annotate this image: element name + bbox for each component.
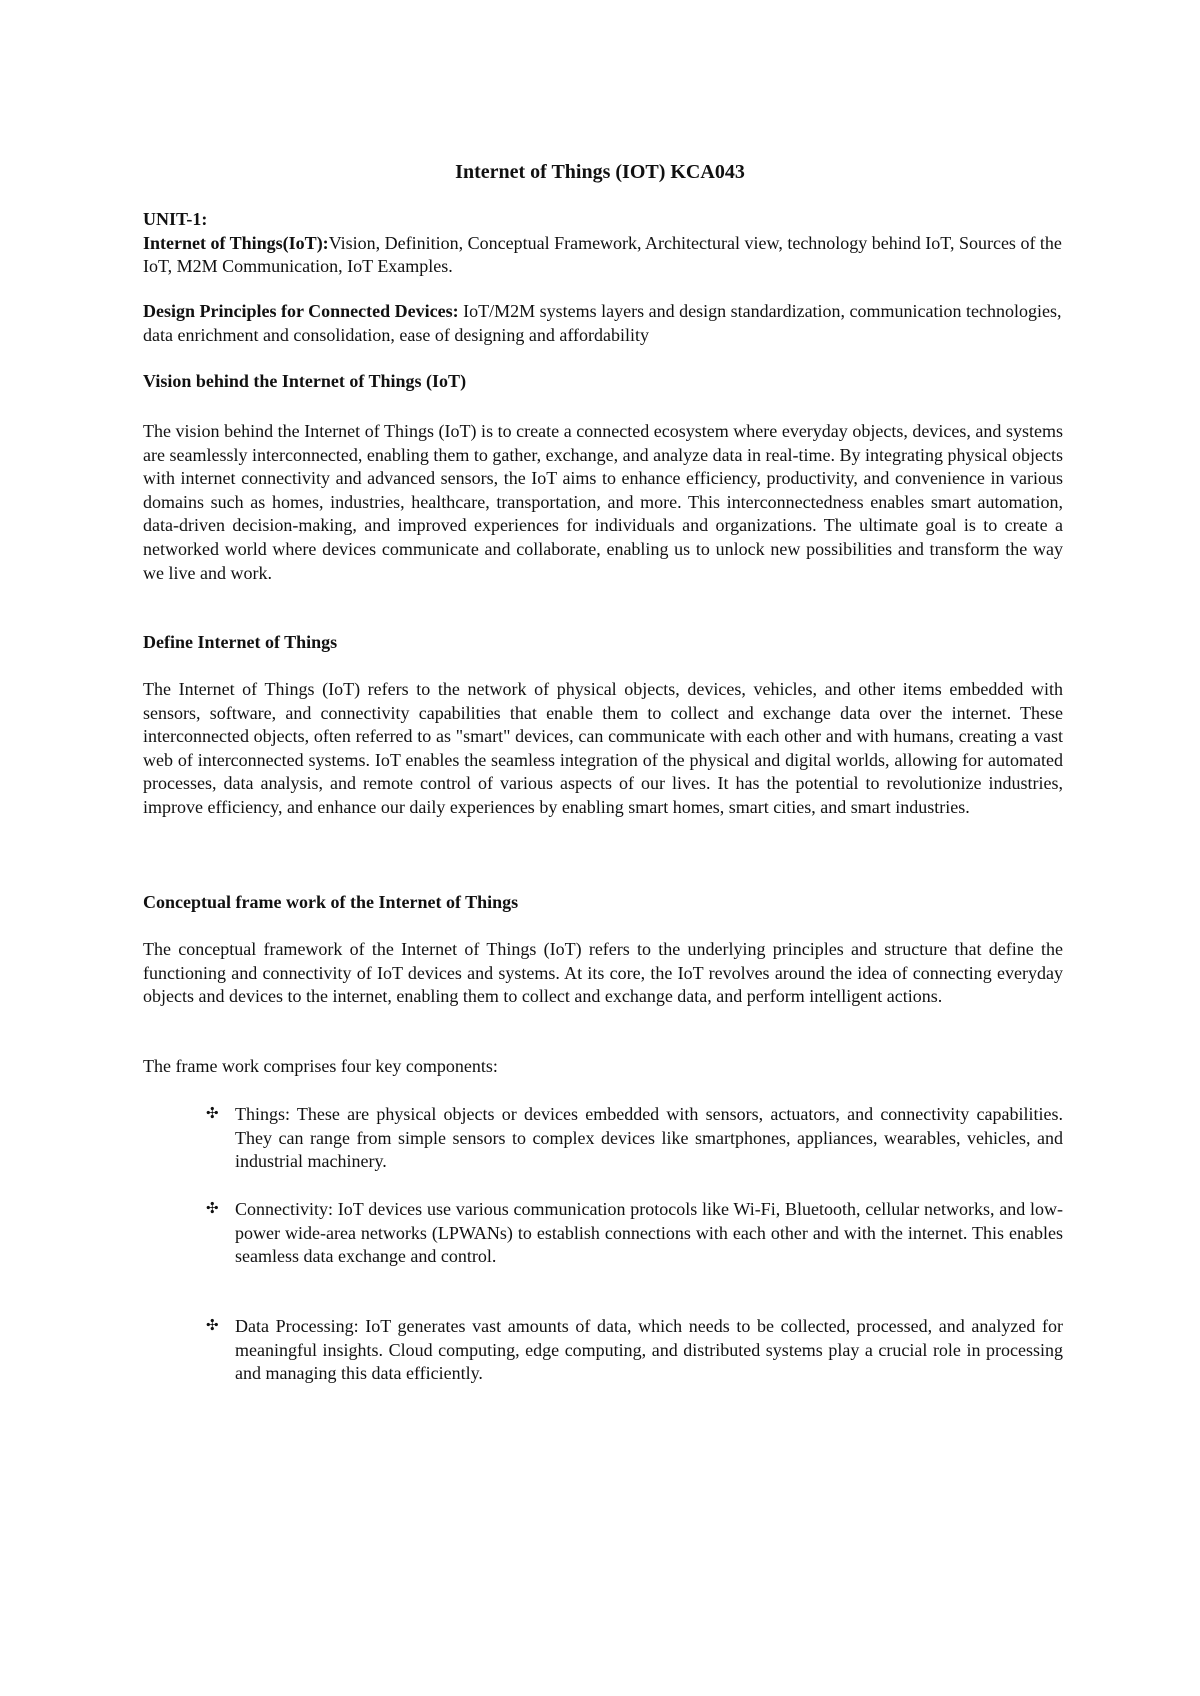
list-item-text: Things: These are physical objects or devices embedded with sensors, actuators, and connectivity capabilities. They can range from simple sensors to complex devices like smartphones, appliances, wearables, vehicles, and industrial machinery. (235, 1104, 1063, 1172)
diamond-bullet-icon: ✣ (206, 1201, 219, 1217)
topic-2-text: IoT/M2M systems layers and design standardization, communication technologies, data enrichment and consolidation, ease of designing and affordability (143, 301, 1062, 345)
list-item (206, 1315, 1063, 1386)
framework-intro: The frame work comprises four key components: (143, 1056, 498, 1076)
section-body: The vision behind the Internet of Things (IoT) is to create a connected ecosystem where everyday objects, devices, and systems are seamlessly interconnected, enabling them to gather, exchange, and analyze data in real-time. By integrating physical objects with internet connectivity and advanced sensors, the IoT aims to enhance efficiency, productivity, and convenience in various domains such as homes, industries, healthcare, transportation, and more. This interconnectedness enables smart automation, data-driven decision-making, and improved experiences for individuals and organizations. The ultimate goal is to create a networked world where devices communicate and collaborate, enabling us to unlock new possibilities and transform the way we live and work. (143, 421, 1063, 583)
section-heading: Conceptual frame work of the Internet of Things (143, 892, 519, 912)
unit-block (143, 208, 1063, 279)
list-item-text: Connectivity: IoT devices use various communication protocols like Wi-Fi, Bluetooth, cellular networks, and low-power wide-area networks (LPWANs) to establish connections with each other and with the internet. This enables seamless data exchange and control. (235, 1199, 1063, 1267)
list-item (206, 1103, 1063, 1174)
document-title: Internet of Things (IOT) KCA043 (455, 161, 745, 183)
section-body: The Internet of Things (IoT) refers to the network of physical objects, devices, vehicles, and other items embedded with sensors, software, and connectivity capabilities that enable them to collect and exchange data over the internet. These interconnected objects, often referred to as "smart" devices, can communicate with each other and with humans, creating a vast web of interconnected systems. IoT enables the seamless integration of the physical and digital worlds, allowing for automated processes, data analysis, and remote control of various aspects of our lives. It has the potential to revolutionize industries, improve efficiency, and enhance our daily experiences by enabling smart homes, smart cities, and smart industries. (143, 679, 1063, 817)
section-heading: Define Internet of Things (143, 632, 338, 652)
section-heading: Vision behind the Internet of Things (IoT) (143, 371, 467, 391)
unit-label: UNIT-1: (143, 209, 208, 229)
topic-1-heading: Internet of Things(IoT): (143, 232, 329, 253)
topic-2-heading: Design Principles for Connected Devices: (143, 301, 459, 321)
topic-1-text: Vision, Definition, Conceptual Framework, Architectural view, technology behind IoT, Sources of the IoT, M2M Communication, IoT Examples. (143, 232, 1062, 277)
diamond-bullet-icon: ✣ (206, 1318, 219, 1334)
list-item (206, 1198, 1063, 1269)
unit-topic-2 (143, 300, 1063, 347)
section-body: The conceptual framework of the Internet of Things (IoT) refers to the underlying principles and structure that define the functioning and connectivity of IoT devices and systems. At its core, the IoT revolves around the idea of connecting everyday objects and devices to the internet, enabling them to collect and exchange data, and perform intelligent actions. (143, 939, 1063, 1007)
unit-topic-1 (143, 232, 1063, 279)
diamond-bullet-icon: ✣ (206, 1106, 219, 1122)
list-item-text: Data Processing: IoT generates vast amounts of data, which needs to be collected, processed, and analyzed for meaningful insights. Cloud computing, edge computing, and distributed systems play a crucial role in processing and managing this data efficiently. (235, 1316, 1063, 1384)
